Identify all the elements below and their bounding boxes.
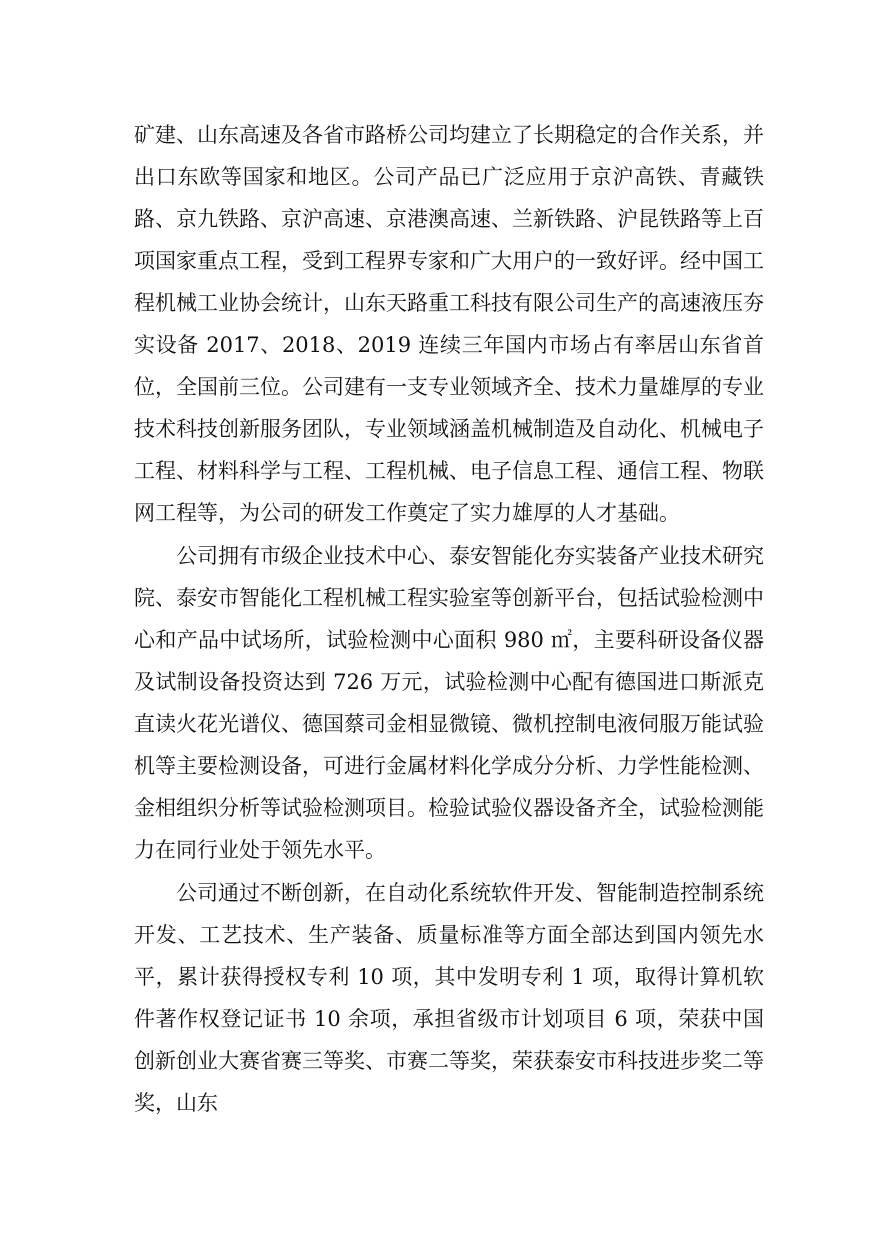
- paragraph-cooperation-and-team: 矿建、山东高速及各省市路桥公司均建立了长期稳定的合作关系，并出口东欧等国家和地区。公司产品已广泛应用于京沪高铁、青藏铁路、京九铁路、京沪高速、京港澳高速、兰新铁路、沪昆铁路等上百项国家重点工程，受到工程界专家和广大用户的一致好评。经中国工程机械工业协会统计，山东天路重工科技有限公司生产的高速液压夯实设备 2017、2018、2019 连续三年国内市场占有率居山东省首位，全国前三位。公司建有一支专业领域齐全、技术力量雄厚的专业技术科技创新服务团队，专业领域涵盖机械制造及自动化、机械电子工程、材料科学与工程、工程机械、电子信息工程、通信工程、物联网工程等，为公司的研发工作奠定了实力雄厚的人才基础。: [134, 123, 764, 525]
- document-page: [134, 114, 764, 1124]
- paragraph-innovation-platforms: 公司拥有市级企业技术中心、泰安智能化夯实装备产业技术研究院、泰安市智能化工程机械工程实验室等创新平台，包括试验检测中心和产品中试场所，试验检测中心面积 980 ㎡，主要科研设备仪器及试制设备投资达到 726 万元，试验检测中心配有德国进口斯派克直读火花光谱仪、德国蔡司金相显微镜、微机控制电液伺服万能试验机等主要检测设备，可进行金属材料化学成分分析、力学性能检测、金相组织分析等试验检测项目。检验试验仪器设备齐全，试验检测能力在同行业处于领先水平。: [134, 544, 764, 862]
- paragraph-achievements: 公司通过不断创新，在自动化系统软件开发、智能制造控制系统开发、工艺技术、生产装备、质量标准等方面全部达到国内领先水平，累计获得授权专利 10 项，其中发明专利 1 项，取得计算机软件著作权登记证书 10 余项，承担省级市计划项目 6 项，荣获中国创新创业大赛省赛三等奖、市赛二等奖，荣获泰安市科技进步奖二等奖，山东: [134, 881, 764, 1115]
